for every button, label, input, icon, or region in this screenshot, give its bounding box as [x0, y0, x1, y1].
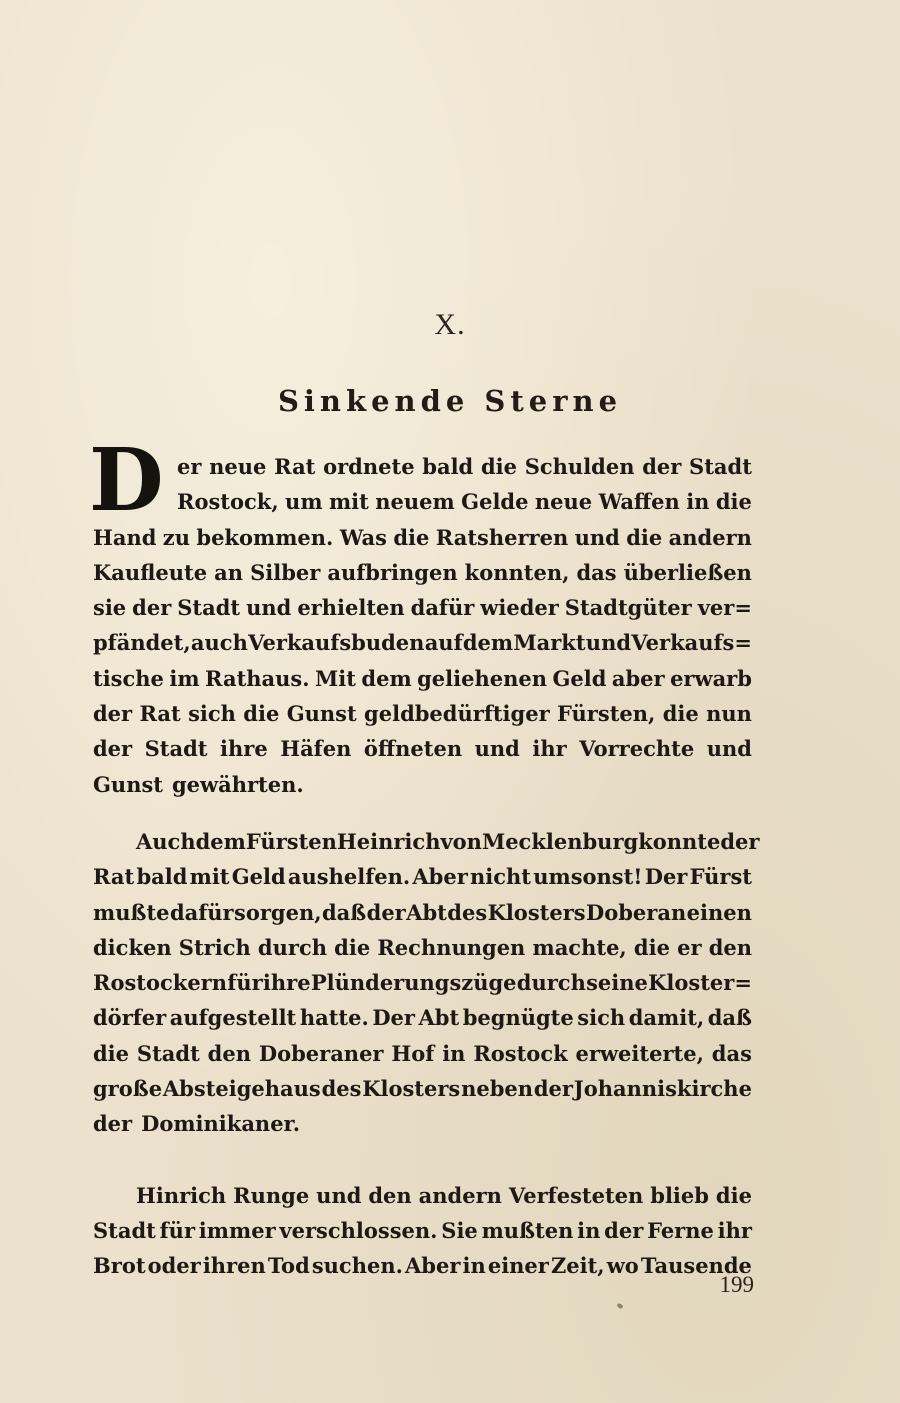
word: nicht: [469, 864, 531, 890]
word: den: [708, 934, 752, 960]
paragraphs: [93, 449, 760, 1284]
word: einen: [686, 899, 752, 925]
paragraph: [93, 824, 760, 1142]
word: Rostock: [473, 1040, 568, 1066]
word: Klosters: [362, 1076, 461, 1102]
word: in: [577, 1217, 601, 1243]
word: Geld: [552, 665, 607, 691]
word: aber: [611, 665, 665, 691]
word: ihren: [202, 1253, 266, 1279]
text-line: [93, 859, 752, 894]
word: verschlossen.: [279, 1217, 438, 1243]
word: Tod: [267, 1253, 310, 1279]
word: und: [474, 736, 520, 762]
word: der: [93, 701, 133, 727]
word: konnte: [638, 828, 721, 854]
paragraph: [93, 449, 752, 802]
word: wo: [606, 1253, 639, 1279]
word: in: [442, 1040, 466, 1066]
word: dem: [361, 665, 412, 691]
word: aufbringen: [327, 559, 458, 585]
word: Rathaus.: [205, 665, 310, 691]
word: in: [686, 489, 710, 515]
word: der: [720, 828, 760, 854]
word: Johanniskirche: [573, 1076, 752, 1102]
word: Rat: [139, 701, 181, 727]
word: Was: [339, 524, 387, 550]
word: auch: [190, 630, 248, 656]
word: der: [93, 1111, 133, 1137]
word: Der: [372, 1005, 415, 1031]
word: Schulden: [524, 454, 635, 479]
word: in: [462, 1253, 486, 1279]
word: die: [715, 1182, 752, 1208]
word: Hof: [391, 1040, 435, 1066]
word: von: [440, 828, 482, 854]
text-line: [93, 590, 752, 625]
text-line: [93, 824, 760, 859]
word: überließen: [623, 559, 752, 585]
word: daß: [321, 899, 367, 925]
word: neuem: [375, 489, 455, 515]
text-line: [93, 1071, 752, 1106]
word: Mit: [315, 665, 356, 691]
word: erweiterte,: [575, 1040, 704, 1066]
text-line: [93, 1106, 752, 1141]
word: Gunst: [93, 771, 163, 797]
word: Auch: [136, 828, 196, 854]
word: Brot: [93, 1253, 146, 1279]
word: Plünderungszüge: [310, 970, 517, 996]
word: andern: [668, 524, 752, 550]
word: er: [677, 934, 702, 960]
word: Abt: [406, 899, 447, 925]
word: Häfen: [280, 736, 352, 762]
word: bald: [136, 864, 188, 890]
text-line: [93, 965, 752, 1000]
word: Waffen: [598, 489, 680, 515]
word: die: [393, 524, 430, 550]
word: Ferne: [647, 1217, 714, 1243]
word: Rostock,: [177, 489, 279, 515]
word: Zeit,: [550, 1253, 605, 1279]
word: damit,: [628, 1005, 705, 1031]
word: Doberaner: [258, 1040, 384, 1066]
word: Tausende: [640, 1253, 752, 1279]
word: geldbedürftiger: [364, 701, 550, 727]
word: Doberan: [586, 899, 687, 925]
section-gap: [93, 1142, 752, 1178]
word: Strich: [178, 934, 251, 960]
word: blieb: [650, 1182, 709, 1208]
word: mit: [328, 489, 369, 515]
word: der: [604, 1217, 644, 1243]
word: Gunst: [286, 701, 357, 727]
word: neben: [461, 1076, 534, 1102]
word: die: [626, 524, 663, 550]
word: sorgen,: [234, 899, 322, 925]
word: aufgestellt: [169, 1005, 297, 1031]
word: Klosters: [487, 899, 586, 925]
chapter-number: X.: [434, 308, 466, 341]
word: andern: [418, 1182, 502, 1208]
word: an: [214, 559, 244, 585]
text-line: [93, 449, 752, 484]
word: Rechnungen: [377, 934, 526, 960]
word: nun: [706, 701, 752, 727]
word: Fürst: [689, 864, 752, 890]
chapter-title: Sinkende Sterne: [277, 384, 623, 418]
word: Stadtgüter: [564, 595, 692, 621]
drop-cap-initial: D: [89, 430, 164, 531]
word: erhielten: [297, 595, 405, 621]
word: Mecklenburg: [481, 828, 639, 854]
text-line: [93, 1178, 752, 1213]
word: Stadt: [93, 1217, 156, 1243]
word: Aber: [412, 864, 468, 890]
word: die: [93, 1040, 130, 1066]
word: Stadt: [136, 1040, 200, 1066]
word: Vorrechte: [579, 736, 695, 762]
word: und: [706, 736, 752, 762]
word: wieder: [480, 595, 559, 621]
word: mußte: [93, 899, 170, 925]
word: das: [576, 559, 617, 585]
word: neue: [209, 454, 267, 479]
word: mit: [189, 864, 230, 890]
word: Verkaufs=: [631, 630, 752, 656]
word: und: [574, 524, 620, 550]
word: Dominikaner.: [141, 1111, 301, 1137]
word: sie: [93, 595, 127, 621]
word: seine: [586, 970, 648, 996]
word: Heinrich: [336, 828, 441, 854]
word: Kloster=: [648, 970, 752, 996]
text-line: [93, 1036, 752, 1071]
text-line: [93, 661, 752, 696]
word: neue: [534, 489, 593, 515]
body-text: [89, 430, 760, 1284]
word: des: [447, 899, 488, 925]
word: für: [227, 970, 263, 996]
word: der: [533, 1076, 573, 1102]
word: Runge: [233, 1182, 310, 1208]
word: den: [368, 1182, 412, 1208]
word: konnten,: [464, 559, 570, 585]
word: einer: [487, 1253, 549, 1279]
word: Rat: [274, 454, 316, 479]
text-line: [93, 895, 752, 930]
word: tische: [93, 665, 164, 691]
word: durch: [257, 934, 327, 960]
word: begnügte: [462, 1005, 574, 1031]
word: das: [711, 1040, 752, 1066]
word: Hand: [93, 524, 157, 550]
word: gewährten.: [172, 771, 304, 797]
word: auf: [424, 630, 463, 656]
word: bekommen.: [196, 524, 334, 550]
word: für: [159, 1217, 196, 1243]
word: Markt: [513, 630, 586, 656]
word: Stadt: [144, 736, 208, 762]
word: Ratsherren: [435, 524, 569, 550]
word: Stadt: [177, 595, 241, 621]
word: ihr: [717, 1217, 752, 1243]
word: dicken: [93, 934, 172, 960]
word: sich: [577, 1005, 626, 1031]
word: öffneten: [363, 736, 463, 762]
word: Stadt: [689, 454, 752, 479]
word: große: [93, 1076, 163, 1102]
word: aushelfen.: [287, 864, 411, 890]
word: dafür: [410, 595, 475, 621]
word: oder: [147, 1253, 201, 1279]
text-line: [93, 696, 752, 731]
word: dem: [195, 828, 246, 854]
word: immer: [198, 1217, 276, 1243]
text-line: [93, 767, 752, 802]
word: die: [715, 489, 752, 515]
text-line: [93, 625, 752, 660]
word: suchen.: [311, 1253, 403, 1279]
text-line: [93, 1248, 752, 1283]
word: im: [169, 665, 200, 691]
word: ordnete: [323, 454, 415, 479]
word: Absteigehaus: [162, 1076, 321, 1102]
word: er: [177, 454, 202, 479]
word: sich: [188, 701, 236, 727]
word: erwarb: [670, 665, 752, 691]
word: Rat: [93, 864, 135, 890]
word: Verfesteten: [508, 1182, 644, 1208]
word: zu: [162, 524, 190, 550]
text-line: [93, 520, 752, 555]
word: die: [633, 934, 670, 960]
text-line: [93, 1213, 752, 1248]
text-line: [93, 1000, 752, 1035]
word: die: [243, 701, 280, 727]
word: Rostockern: [93, 970, 228, 996]
word: bald: [422, 454, 474, 479]
paragraph-gap: [93, 802, 752, 824]
word: geliehenen: [417, 665, 548, 691]
word: um: [285, 489, 323, 515]
word: pfändet,: [93, 630, 191, 656]
word: Hinrich: [136, 1182, 227, 1208]
word: und: [585, 630, 632, 656]
word: den: [207, 1040, 251, 1066]
word: Sie: [441, 1217, 478, 1243]
word: Fürsten: [245, 828, 337, 854]
word: umsonst!: [533, 864, 643, 890]
text-line: [93, 484, 752, 519]
word: Fürsten,: [557, 701, 656, 727]
word: dörfer: [93, 1005, 167, 1031]
word: Verkaufsbuden: [248, 630, 425, 656]
word: Kaufleute: [93, 559, 208, 585]
word: und: [316, 1182, 362, 1208]
word: ihre: [220, 736, 268, 762]
word: die: [662, 701, 699, 727]
word: Abt: [418, 1005, 460, 1031]
word: die: [480, 454, 517, 479]
word: durch: [516, 970, 586, 996]
text-line: [93, 731, 752, 766]
text-line: [93, 555, 752, 590]
paragraph: [93, 1178, 752, 1284]
word: daß: [707, 1005, 752, 1031]
word: der: [132, 595, 172, 621]
page-number: 199: [719, 1272, 754, 1297]
word: ihr: [532, 736, 567, 762]
word: der: [366, 899, 406, 925]
word: ihre: [262, 970, 311, 996]
word: dem: [462, 630, 514, 656]
word: Gelde: [461, 489, 529, 515]
word: der: [93, 736, 133, 762]
word: die: [334, 934, 371, 960]
word: und: [246, 595, 292, 621]
word: ver=: [697, 595, 752, 621]
word: hatte.: [299, 1005, 369, 1031]
word: Aber: [405, 1253, 461, 1279]
word: Silber: [250, 559, 321, 585]
text-line: [93, 930, 752, 965]
word: machte,: [532, 934, 627, 960]
paper-speck: [616, 1303, 623, 1310]
word: des: [321, 1076, 362, 1102]
word: Geld: [231, 864, 286, 890]
word: der: [642, 454, 682, 479]
word: Der: [644, 864, 688, 890]
word: mußten: [481, 1217, 574, 1243]
word: dafür: [169, 899, 234, 925]
